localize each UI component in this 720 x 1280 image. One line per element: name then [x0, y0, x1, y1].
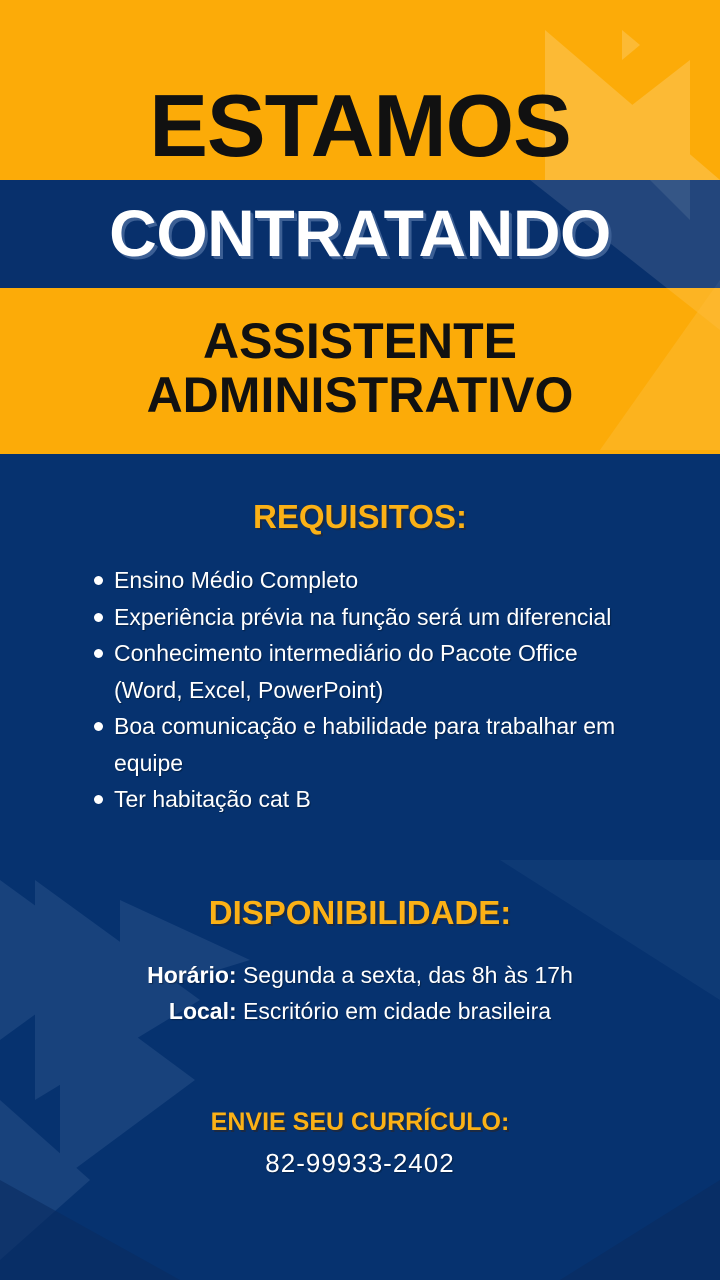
bullet-icon	[94, 613, 103, 622]
triangle-top-right-3	[622, 30, 640, 60]
requirement-text: Experiência prévia na função será um diferencial	[114, 603, 612, 630]
list-item	[90, 635, 650, 708]
requirements-list	[90, 562, 650, 818]
bullet-icon	[94, 722, 103, 731]
list-item	[90, 599, 650, 636]
bullet-icon	[94, 649, 103, 658]
list-item	[90, 781, 650, 818]
headline-estamos: ESTAMOS	[149, 76, 571, 175]
job-title-line-2: ADMINISTRATIVO	[146, 367, 574, 423]
location-line	[0, 1000, 720, 1023]
requirements-heading: REQUISITOS:	[253, 498, 467, 535]
bullet-icon	[94, 795, 103, 804]
bullet-icon	[94, 576, 103, 585]
requirement-text: Ter habitação cat B	[114, 786, 311, 812]
requirement-text: Boa comunicação e habilidade para trabalhar em equipe	[114, 713, 616, 776]
job-title-line-1: ASSISTENTE	[203, 313, 517, 369]
schedule-value: Segunda a sexta, das 8h às 17h	[236, 962, 573, 988]
contact-heading: ENVIE SEU CURRÍCULO:	[210, 1108, 510, 1136]
schedule-label: Horário:	[147, 962, 237, 988]
list-item	[90, 708, 650, 781]
requirement-text: Ensino Médio Completo	[114, 567, 359, 593]
availability-heading: DISPONIBILIDADE:	[208, 894, 512, 931]
list-item	[90, 562, 650, 599]
location-value: Escritório em cidade brasileira	[236, 998, 552, 1024]
phone-number: 82-99933-2402	[265, 1148, 455, 1178]
schedule-line	[0, 964, 720, 987]
job-title	[0, 314, 720, 422]
requirement-text: Conhecimento intermediário do Pacote Office (Word, Excel, PowerPoint)	[114, 640, 578, 703]
location-label: Local:	[168, 998, 237, 1024]
triangle-bottom-right-dark	[560, 1180, 720, 1280]
headline-contratando: CONTRATANDO	[109, 196, 611, 270]
triangle-bottom-left-dark	[0, 1180, 180, 1280]
